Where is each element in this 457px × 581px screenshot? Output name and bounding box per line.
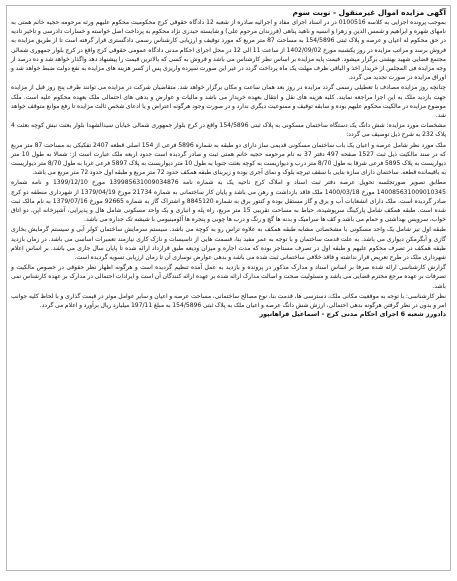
- notice-paragraph: طبقه اول نیز شامل یک واحد مسکونی با مشخصاتی مشابه طبقه همکف به علاوه تراس رو به کوچه می باشد. سیستم سرمایش ساختمان کولر آبی و سیستم گرمایش بخاری گازی و آبگرمکن دیواری می باشد. به علت قدمت ساختمان و با توجه به عمر مفید بنا، قسمت هایی از تاسیسات و نازک کاری نیازمند تعمیرات اساسی می باشد. در زمان بازدید طبقه همکف در تصرف محکوم علیهم و طبقه اول در تصرف مستاجر بوده که مدت اجاره و میزان ودیعه طبق قرارداد ارائه شده تا پایان سال جاری می باشد. بر اساس اعلام شهرداری ملک در طرح تعریض قرار نداشته و فاقد خلافی ساختمانی ثبت شده می باشد و بدهی عوارض نوسازی آن تا زمان ارزیابی تسویه گردیده است.: [11, 226, 446, 262]
- signature-line: دادورز شعبه 6 اجرای احکام مدنی کرج - اسماعیل فراهانپور: [259, 310, 446, 319]
- notice-paragraph: چنانچه روز مزایده مصادف با تعطیلی رسمی گردد مزایده در روز بعد همان ساعت و مکان برگزار خواهد شد. متقاضیان شرکت در مزایده می توانند ظرف پنج روز قبل از مزایده جهت بازدید ملک به این اجرا مراجعه نمایند. کلیه هزینه های نقل و انتقال بعهده خریدار می باشد و مالیات و عوارض و بدهی های احتمالی ملک بعهده محکوم علیه است. ملک موضوع مزایده در مالکیت محکوم علیهم بوده و سابقه توقیف و ممنوعیت دیگری ندارد و در صورت وجود هرگونه اعتراض و یا ادعای شخص ثالث مزایده تا رفع موانع متوقف خواهد شد.: [11, 84, 446, 120]
- notice-paragraph: مطابق تصویر صورتجلسه تحویل عرصه دفتر ثبت اسناد و املاک کرج ناحیه یک به شماره نامه 139985631009034876 مورخ 1399/12/10 و نامه شماره 140085631009010345 مورخ 1400/03/18 ملک فاقد بازداشت و رهن می باشد و پایان کار ساختمانی به شماره 21734 مورخ 1379/04/19 از شهرداری منطقه دو کرج صادر گردیده است. ملک دارای انشعابات آب و برق و گاز مستقل بوده و کنتور برق به شماره 8845120 و اشتراک گاز به شماره 92665 مورخ 1379/07/16 به نام مالک ثبت شده است. طبقه همکف شامل پارکینگ سرپوشیده، حیاط به مساحت تقریبی 15 متر مربع، راه پله و انباری و یک واحد مسکونی شامل هال و پذیرایی، آشپزخانه اپن، دو اتاق خواب، سرویس بهداشتی و حمام می باشد و کف ها سرامیک و بدنه ها گچ و رنگ و درب ها چوبی و پنجره ها آلومینیومی با شیشه تک جداره می باشد.: [11, 179, 446, 224]
- notice-paragraph: ملک مورد نظر شامل عرصه و اعیان یک باب ساختمان مسکونی قدیمی ساز دارای دو طبقه به شماره 5896 فرعی از 154 اصلی قطعه 2407 تفکیکی به مساحت 87 متر مربع که در سند مالکیت ذیل ثبت 1527 صفحه 497 دفتر 37 به نام مرحومه حجیه خانم همتی ثبت و صادر گردیده است حدود اربعه ملک عبارت است از: شمالا به طول 10 متر دیواریست به پلاک 5895 فرعی شرقا به طول 8/70 متر درب و دیواریست به کوچه بعثت جنوبا به طول 10 متر دیواریست به پلاک 5897 فرعی غربا به طول 8/70 متر دیواریست به باقیمانده قطعه. ساختمان دارای سازه بنایی با سقف تیرچه بلوک و نمای آجری بوده و زیربنای طبقه همکف حدود 72 متر مربع و طبقه اول حدود 72 متر مربع می باشد.: [11, 141, 447, 177]
- property-description: مشخصات مورد مزایده: شش دانگ یک دستگاه ساختمان مسکونی به پلاک ثبتی 154/5896 واقع در کرج بلوار جمهوری شمالی خیابان سیدالشهدا بلوار بعثت نبش کوچه بعثت 4 پلاک 232 به شرح ذیل توصیف می گردد:: [11, 122, 446, 139]
- notice-heading: آگهی مزایده اموال غیرمنقول - نوبت سوم: [292, 8, 446, 17]
- notice-paragraph: بموجب پرونده اجرایی به کلاسه 0100516 در در اسناد اجرای مفاد و اجرائیه صادره از شعبه 12 دادگاه حقوقی کرج محکومیت محکوم علیهم ورثه مرحومه حجیه خانم همتی به نامهای شهره و ابراهیم و شمس الدین و زهرا و انسیه و ناهید پناهی (فرزندان مرحوم علی) و شایسته حیدری نژاد محکوم به پرداخت اصل خواسته و خسارات دادرسی و تاخیر تادیه در حق محکوم له اعیان و عرصه و پلاک ثبتی 154/5896 به مساحت 87 متر مربع که مورد توقیف و ارزیابی کارشناس رسمی دادگستری قرار گرفته است تا از طریق مزایده به فروش برسد و مراتب مزایده در روز یکشنبه مورخ 1402/09/02 از ساعت 11 الی 12 در محل اجرای احکام مدنی دادگاه عمومی حقوقی کرج واقع در کرج بلوار جمهوری شمالی مجتمع قضایی شهید بهشتی برگزار میشود. قیمت پایه مزایده بر اساس نظر کارشناس می باشد و فروش به کسی که بالاترین قیمت را پیشنهاد دهد واگذار خواهد شد و ده درصد از وجه مزایده فی المجلس از خریدار اخذ و الباقی ظرف مهلت یک ماه پرداخت گردد در غیر این صورت سپرده واریزی پس از کسر هزینه های مزایده به نفع دولت ضبط خواهد شد و اوراق مزایده در صورت تجدید می گردد.: [11, 19, 446, 82]
- notice-paragraph: گزارش کارشناسی ارائه شده صرفا بر اساس اسناد و مدارک مذکور در پرونده و بازدید به عمل آمده تنظیم گردیده است و هرگونه اظهار نظر حقوقی در خصوص مالکیت و تصرفات بر عهده مرجع محترم قضایی می باشد و مسئولیت صحت و اصالت مدارک ارائه شده بر عهده ارائه کنندگان آن است و ایرادات احتمالی در مدارک بر عهده کارشناس نمی باشد.: [11, 264, 446, 290]
- auction-notice: [6, 5, 451, 571]
- expert-opinion: نظر کارشناسی: با توجه به موقعیت مکانی ملک، دسترسی ها، قدمت بنا، نوع مصالح ساختمانی، مساحت عرصه و اعیان و سایر عوامل موثر در قیمت گذاری و با لحاظ کلیه جوانب امر و بدون در نظر گرفتن هرگونه بدهی احتمالی، ارزش شش دانگ عرصه و اعیان ملک به پلاک ثبتی 154/5896 به مبلغ 197/11 میلیارد ریال برآورد و اعلام می گردد.: [11, 292, 446, 310]
